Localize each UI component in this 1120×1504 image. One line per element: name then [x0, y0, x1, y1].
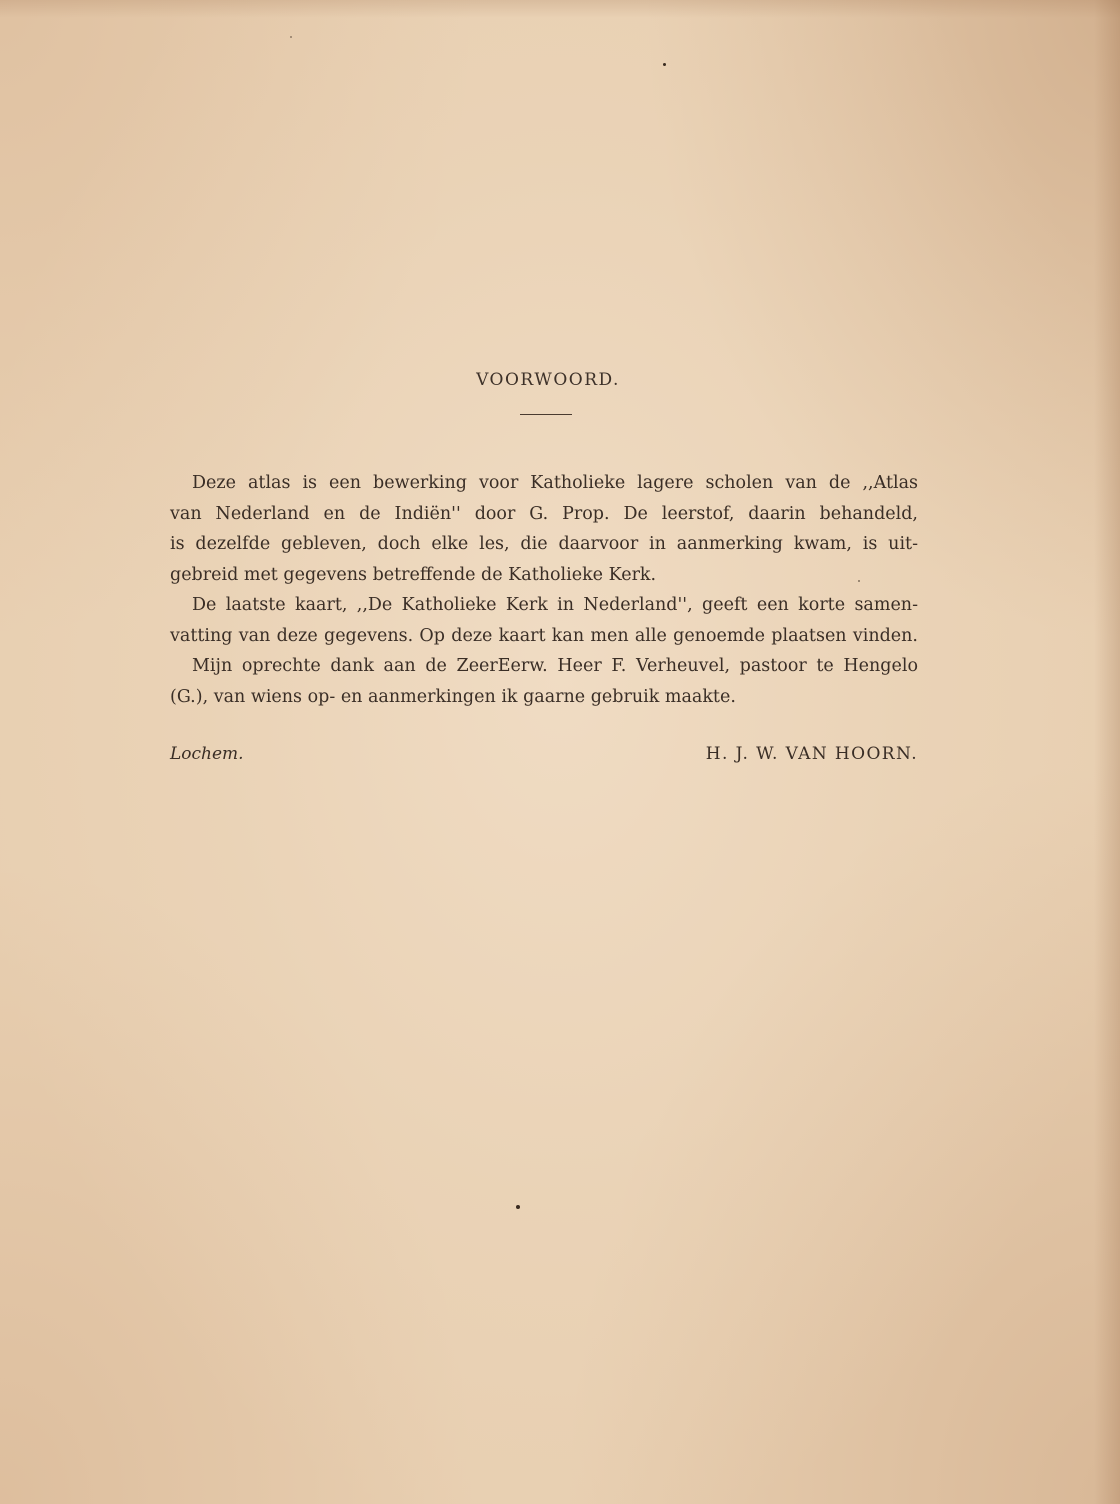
signature-author: H. J. W. VAN HOORN. — [705, 744, 918, 764]
text-line: gebreid met gegevens betreffende de Katholieke Kerk. — [170, 564, 657, 585]
paragraph-2 — [170, 590, 918, 651]
foreword-body — [170, 468, 918, 712]
text-line: is dezelfde gebleven, doch elke les, die daarvoor in aanmerking kwam, is uit- — [170, 534, 918, 554]
text-line: vatting van deze gegevens. Op deze kaart kan men alle genoemde plaatsen vinden. — [170, 625, 918, 646]
text-line: (G.), van wiens op- en aanmerkingen ik gaarne gebruik maakte. — [170, 686, 736, 707]
paper-speck — [663, 63, 666, 66]
text-line: Mijn oprechte dank aan de ZeerEerw. Heer F. Verheuvel, pastoor te Hengelo — [192, 656, 918, 676]
title-divider — [520, 414, 572, 415]
signature-place: Lochem. — [170, 744, 244, 764]
paragraph-1 — [170, 468, 918, 590]
page-edge-shadow-top — [0, 0, 1120, 18]
paper-speck — [858, 580, 860, 582]
paper-speck — [290, 36, 292, 38]
paper-speck — [516, 1205, 520, 1209]
page-title: VOORWOORD. — [476, 370, 620, 390]
text-line: van Nederland en de Indiën'' door G. Prop. De leerstof, daarin behandeld, — [170, 503, 918, 524]
text-line: Deze atlas is een bewerking voor Katholieke lagere scholen van de ,,Atlas — [192, 473, 918, 493]
paragraph-3 — [170, 651, 918, 712]
signature-block — [170, 744, 918, 774]
text-line: De laatste kaart, ,,De Katholieke Kerk in Nederland'', geeft een korte samen- — [192, 595, 918, 615]
page-edge-shadow-right — [1094, 0, 1120, 1504]
